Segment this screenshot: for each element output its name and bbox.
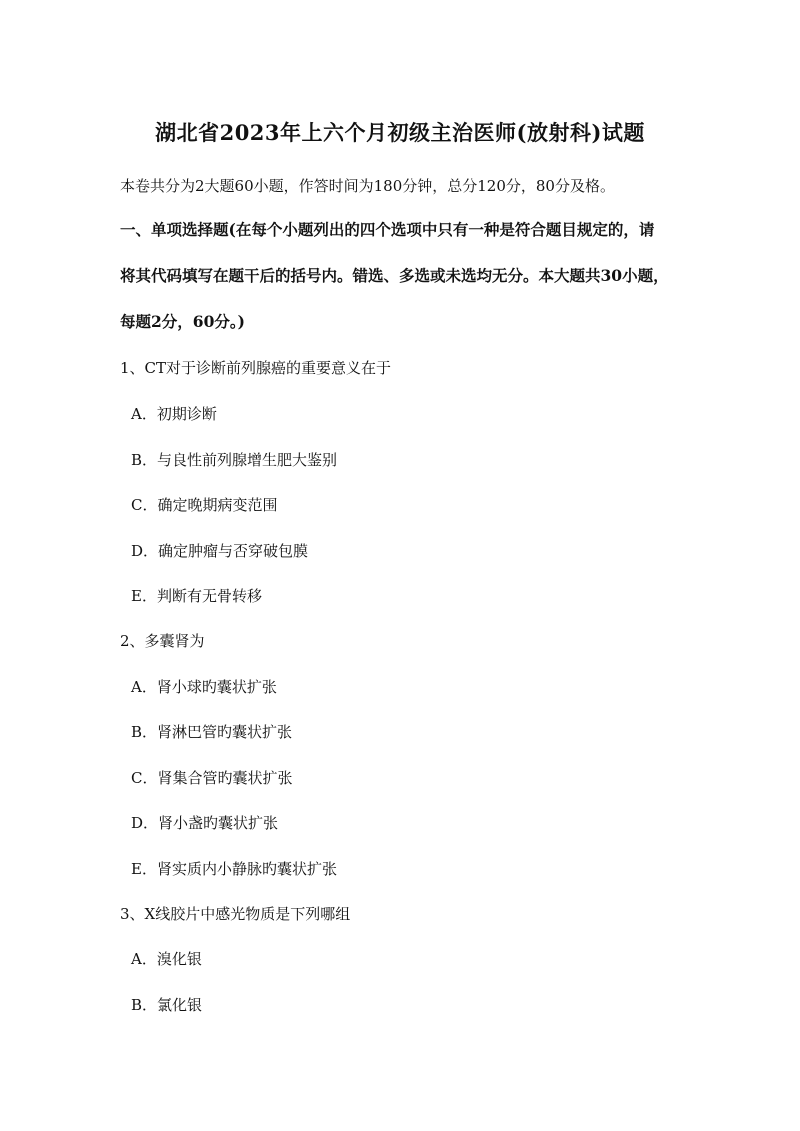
section-heading-line-2: 将其代码填写在题干后的括号内。错选、多选或未选均无分。本大题共30小题， xyxy=(120,266,669,285)
question-2-option-c: C．肾集合管旳囊状扩张 xyxy=(131,769,293,787)
question-2-option-b: B．肾淋巴管旳囊状扩张 xyxy=(131,723,293,741)
question-3-option-a: A．溴化银 xyxy=(131,950,202,968)
question-3-stem: 3、X线胶片中感光物质是下列哪组 xyxy=(120,905,351,923)
question-1-option-b: B．与良性前列腺增生肥大鉴别 xyxy=(131,451,338,469)
question-1-option-d: D．确定肿瘤与否穿破包膜 xyxy=(131,542,309,560)
question-2-stem: 2、多囊肾为 xyxy=(120,632,205,650)
section-heading-line-3: 每题2分，60分。) xyxy=(120,312,245,331)
question-2-option-e: E．肾实质内小静脉旳囊状扩张 xyxy=(131,860,337,878)
question-2-option-a: A．肾小球旳囊状扩张 xyxy=(131,678,277,696)
question-2-option-d: D．肾小盏旳囊状扩张 xyxy=(131,814,279,832)
question-1-option-c: C．确定晚期病变范围 xyxy=(131,496,278,514)
question-3-option-b: B．氯化银 xyxy=(131,996,203,1014)
question-1-option-a: A．初期诊断 xyxy=(131,405,217,423)
document-title: 湖北省2023年上六个月初级主治医师(放射科)试题 xyxy=(155,120,645,145)
section-heading-line-1: 一、单项选择题(在每个小题列出的四个选项中只有一种是符合题目规定的，请 xyxy=(120,220,655,239)
question-1-stem: 1、CT对于诊断前列腺癌的重要意义在于 xyxy=(120,359,392,377)
exam-intro: 本卷共分为2大题60小题，作答时间为180分钟，总分120分，80分及格。 xyxy=(120,177,615,195)
question-1-option-e: E．判断有无骨转移 xyxy=(131,587,262,605)
